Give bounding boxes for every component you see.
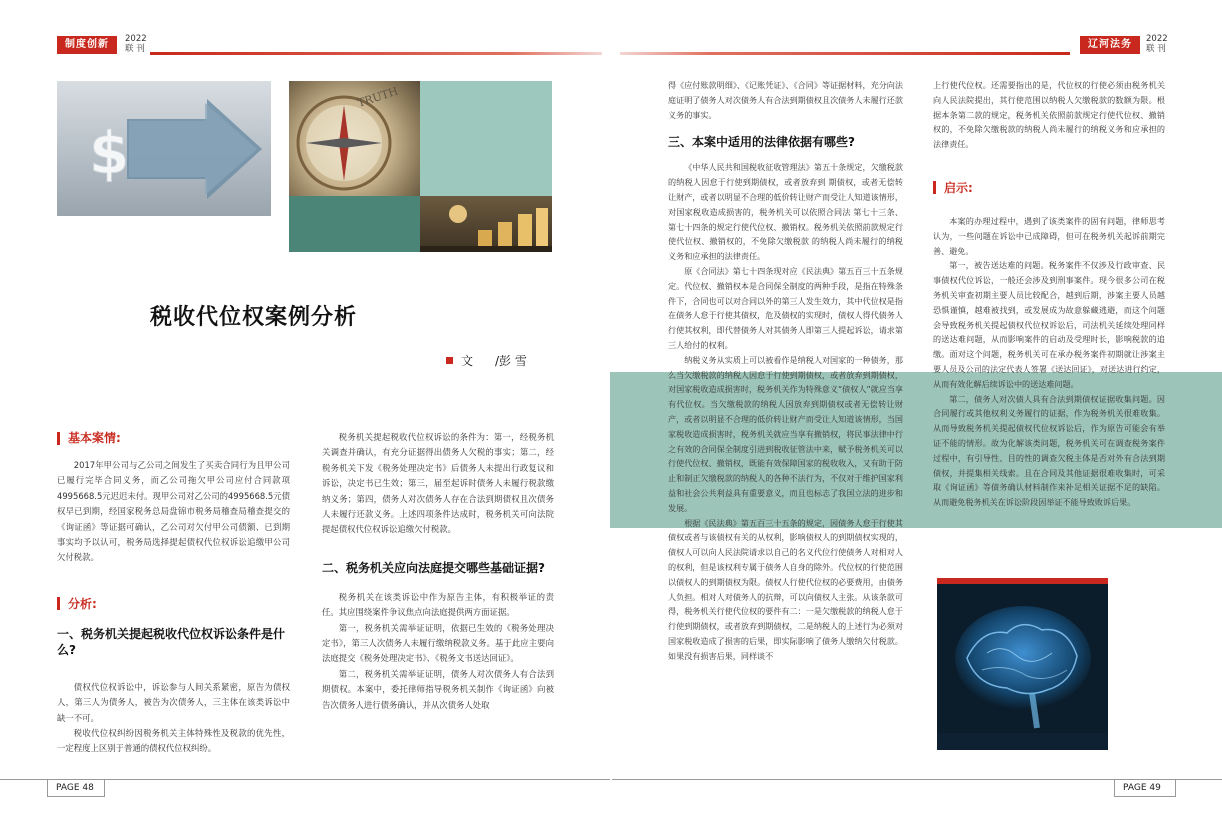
teal-tile-bottom [289,196,420,252]
basic-facts-paragraph: 2017年甲公司与乙公司之间发生了买卖合同行为且甲公司已履行完毕合同义务，而乙公司拖欠甲公司应付合同款项4995668.5元迟迟未付。现甲公司对乙公司的4995668.5元债权早已到期，经国家税务总局盘锦市税务局稽查局稽查提交的《询证函》等证据可确认，乙公司对欠付甲公司债额、已到期事实均予以认可，税务局选择提起债权代位权诉讼追缴甲公司欠付税款。 [57,460,290,563]
insight-heading-text: 启示: [944,180,973,195]
section-1-paragraph-2: 税收代位权纠纷因税务机关主体特殊性及税款的优先性，一定程度上区别于普通的债权代位权纠纷。 [57,728,290,754]
brain-image [937,578,1108,750]
header-issue-left: 联 刊 [125,44,145,54]
col3-paragraph-3: 纳税义务从实质上可以被看作是纳税人对国家的一种债务，那么当欠缴税款的纳税人因怠于行使到期债权，或者放弃到期债权，对国家税收造成损害时，税务机关作为特殊意义“债权人”就应当享有代位权。当欠缴税款的纳税人因放弃到期债权或者无偿转让财产，或者以明显不合理的低价转让财产而受让人知道该情形，当国家税收造成损害时，税务机关就应当享有撤销权，将民事法律中行之有效的合同保全制度引进到税收征管法中来，赋予税务机关可以行使代位权、撤销权，既能有效保障国家的税收收入，又有助于防止和制正欠缴税款的纳税人的各种不法行为，不仅对于维护国家利益和社会公共利益具有重要意义，而且也标志了我国立法的进步和发展。 [668,354,904,513]
header-year-left-value: 2022 [125,34,147,44]
analysis-heading [57,596,290,612]
byline-prefix: 文 [461,354,474,368]
article-title: 税收代位权案例分析 [150,305,358,330]
byline [446,352,527,369]
svg-text:TRUTH: TRUTH [355,84,400,110]
column-badge-right: 辽河法务 [1080,36,1140,54]
col3-paragraph-2: 原《合同法》第七十四条现对应《民法典》第五百三十五条规定。代位权、撤销权本是合同保全制度的两种手段，是指在特殊条件下，合同也可以对合同以外的第三人发生效力，其中代位权是指在债务人怠于行使其债权，危及债权的实现时，债权人得代债务人行使其权利，即代替债务人对其债务人即第三人提起诉讼，请求第三人给付的权利。 [668,265,903,350]
analysis-heading-text: 分析: [68,596,97,611]
byline-marker [446,357,453,364]
column-2 [322,430,554,713]
compass-image [289,81,420,196]
basic-facts-heading [57,430,290,446]
insight-heading [933,180,1165,196]
col4-paragraph-2: 第一，被告送达难的问题。税务案件不仅涉及行政审查、民事债权代位诉讼，一般还会涉及到刑事案件。现今很多公司在税务机关审查初期主要人员比较配合，越到后期，涉案主要人员越恐惧谨慎，越难被找到，或发展成为故意躲藏逃避，而这个问题会导致税务机关提起债权代位权诉讼后，司法机关延续处理同样的送达难问题，从而影响案件的启动及受理时长，影响税款的追缴。面对这个问题，税务机关可在承办税务案件初期就让涉案主要人员及公司的法定代表人签署《送达回证》，对送达进行约定，从而有效化解后续诉讼中的送达难问题。 [933,260,1165,389]
col4-paragraph-3: 第二，债务人对次债人具有合法到期债权证据收集问题。因合同履行或其他权利义务履行的证据，作为税务机关很难收集。从而导致税务机关提起债权代位权诉讼后，作为原告可能会有举证不能的情形。故为化解该类问题，税务机关可在调查税务案件过程中，有引导性、目的性的调查欠税主体是否对外有合法到期债权，并提集相关线索。且在合同及其他证据很难收集时，可采取《询证函》等债务确认材料制作来补足相关证据不足的缺陷。从而避免税务机关在诉讼阶段因举证不能导致败诉后果。 [933,393,1165,508]
column-3 [668,78,903,663]
col2-paragraph-1: 税务机关提起税收代位权诉讼的条件为：第一，经税务机关调查并确认，有充分证据得出债务人欠税的事实；第二，经税务机关下发《税务处理决定书》后债务人未提出行政复议和诉讼，决定书已生效；第三，届至起诉时债务人未履行税款缴纳义务；第四，债务人对次债务人存在合法到期债权且次债务人未履行还款义务。上述四项条件达成时，税务机关可向法院提起债权代位权诉讼追缴欠付税款。 [322,432,554,535]
header-year-right [1146,34,1168,54]
header-rule-left [150,52,602,55]
col3-paragraph-4: 根据《民法典》第五百三十五条的规定，因债务人怠于行使其债权或者与该债权有关的从权利，影响债权人的到期债权实现的，债权人可以向人民法院请求以自己的名义代位行使债务人对相对人的权利，但是该权利专属于债务人自身的除外。代位权的行使范围以债权人的到期债权为限。债权人行使代位权的必要费用，由债务人负担。相对人对债务人的抗辩，可以向债权人主张。从该条款可得，税务机关行使代位权的要件有二：一是欠缴税款的纳税人怠于行使到期债权，或者放弃到期债权，二是纳税人的上述行为必须对国家税收造成了损害的后果，即实际影响了债务人缴纳欠付税款。如果没有损害后果，同样谈不 [668,517,903,661]
header-issue-right: 联 刊 [1146,44,1166,54]
col3-paragraph-0: 得《应付账款明细》、《记账凭证》、《合同》等证据材料，充分向法庭证明了债务人对次债务人有合法到期债权且次债务人未履行还款义务的事实。 [668,80,903,120]
header-year-left [125,34,147,54]
col2-paragraph-2: 税务机关在该类诉讼中作为原告主体，有积极举证的责任。其应围绕案件争议焦点向法庭提供两方面证据。 [322,591,554,618]
header-rule-right [620,52,1070,55]
basic-facts-heading-text: 基本案情: [68,431,121,445]
section-1-paragraph-1: 债权代位权诉讼中，诉讼参与人间关系紧密，原告为债权人，第三人为债务人，被告为次债务人，三主体在该类诉讼中缺一不可。 [57,681,290,723]
page-number-right: PAGE 49 [1114,779,1176,797]
column-1 [57,430,290,757]
section-1-heading: 一、税务机关提起税收代位权诉讼条件是什么? [57,626,286,657]
dollar-arrow-photo [57,81,271,216]
header-year-right-value: 2022 [1146,34,1168,44]
section-3-heading: 三、本案中适用的法律依据有哪些? [668,135,855,150]
section-2-heading: 二、税务机关应向法庭提交哪些基础证据? [322,560,545,575]
col2-paragraph-3: 第一，税务机关需举证证明，依据已生效的《税务处理决定书》，第三人次债务人未履行缴纳税款义务。基于此应主要向法庭提交《税务处理决定书》、《税务文书送达回证》。 [322,622,554,664]
col3-paragraph-1: 《中华人民共和国税收征收管理法》第五十条规定，欠缴税款的纳税人因怠于行使到期债权，或者放弃到 期债权，或者无偿转让财产，或者以明显不合理的低价转让财产而受让人知道该情形，对国家税收造成损害的，税务机关可以依照合同法 第七十三条、第七十四条的规定行使代位权、撤销权。税务机关依照前款规定行使代位权、撤销权的，不免除欠缴税款 的纳税人尚未履行的纳税义务和应承担的法律责任。 [668,162,903,262]
svg-text:$: $ [89,119,130,187]
coins-image [420,196,552,252]
coins-growth-photo [420,196,552,252]
teal-tile-top [420,81,552,196]
page-number-left: PAGE 48 [47,779,105,797]
column-4 [933,78,1165,510]
compass-truth-photo [289,81,420,196]
col4-paragraph-1: 本案的办理过程中，遇到了该类案件的固有问题，律师思考认为，一些问题在诉讼中已成障碍，但可在税务机关起诉前期完善、避免。 [933,215,1165,256]
dollar-arrow-image [57,81,271,216]
col2-paragraph-4: 第二，税务机关需举证证明，债务人对次债务人有合法到期债权。本案中，委托律师指导税务机关制作《询证函》向被告次债务人进行债务确认，并从次债务人处取 [322,668,554,710]
column-badge-left: 制度创新 [57,36,117,54]
byline-author: /彭 雪 [495,354,527,368]
brain-circuit-photo [937,578,1108,750]
col4-paragraph-0: 上行使代位权。还需要指出的是，代位权的行使必须由税务机关向人民法院提出，其行使范围以纳税人欠缴税款的数额为限。根据本条第二款的规定，税务机关依照前款规定行使代位权、撤销权的，不免除欠缴税款的纳税人尚未履行的纳税义务和应承担的法律责任。 [933,80,1165,150]
